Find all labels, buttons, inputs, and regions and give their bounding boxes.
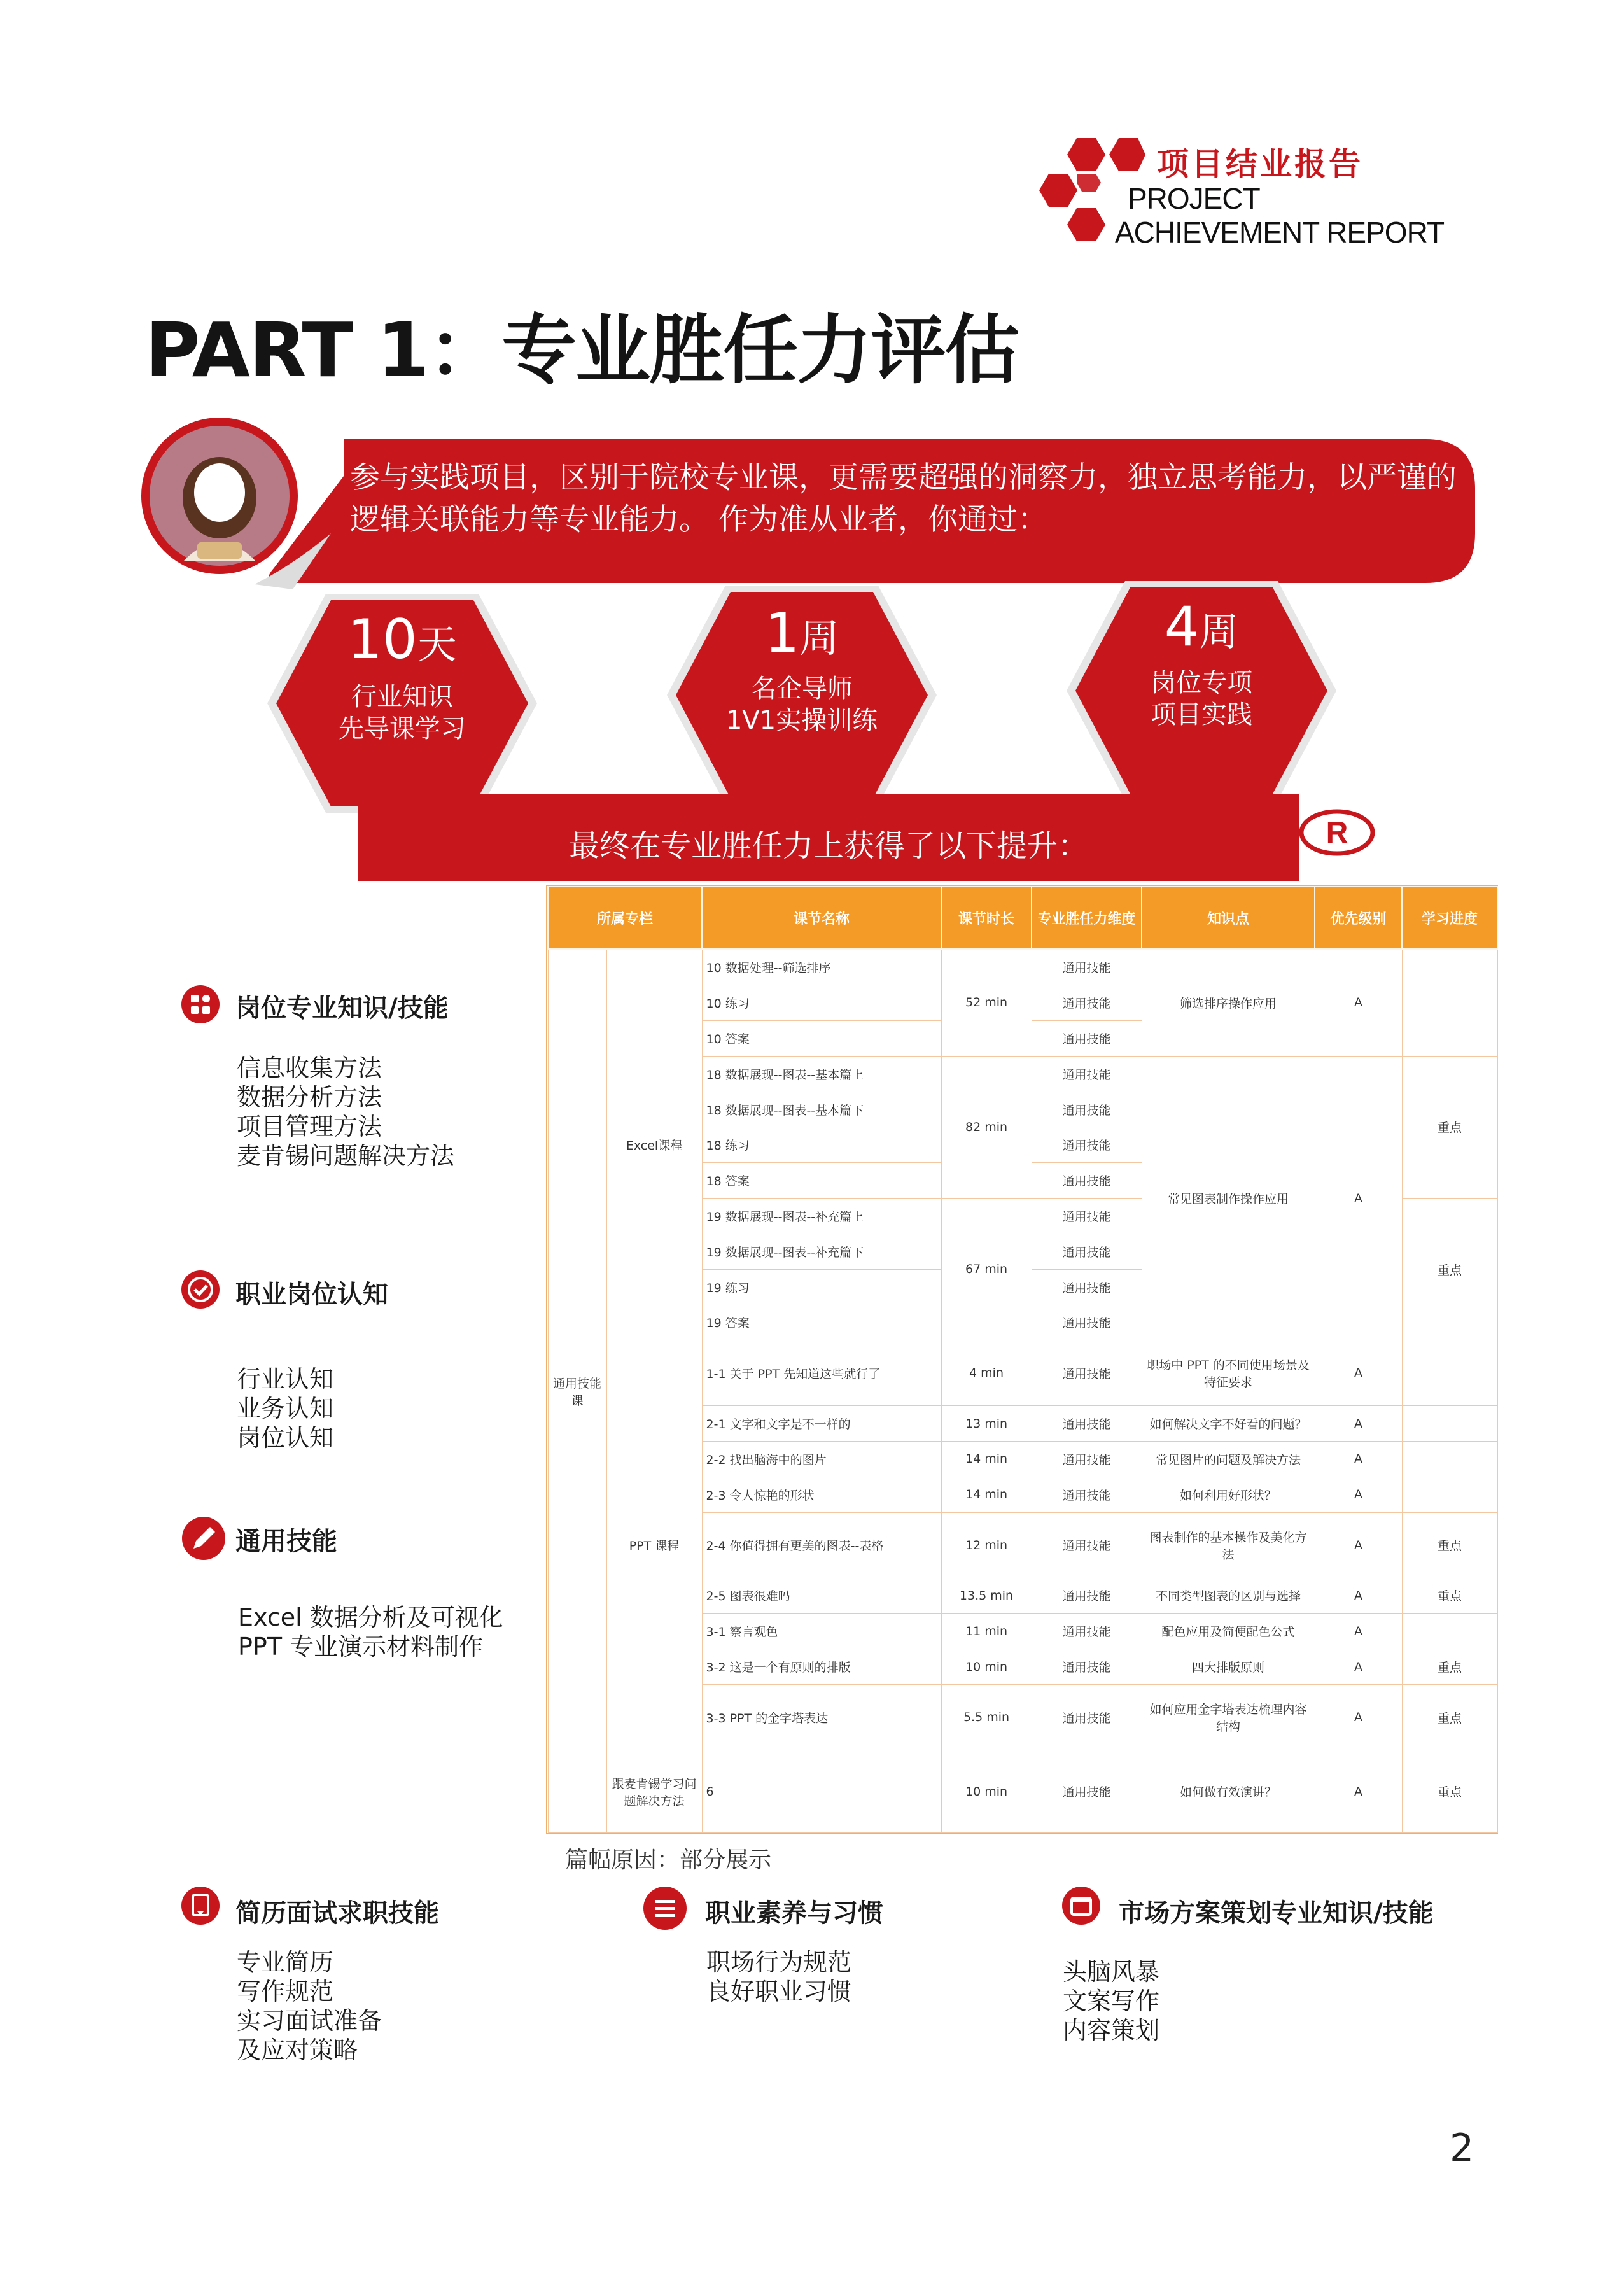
report-title-en-line2: ACHIEVEMENT REPORT (1115, 216, 1445, 249)
knowledge-point: 常见图表制作操作应用 (1142, 1056, 1315, 1340)
list-item: PPT 专业演示材料制作 (238, 1633, 484, 1661)
knowledge-point: 常见图片的问题及解决方法 (1142, 1442, 1315, 1477)
gear-blocks-icon (181, 985, 220, 1024)
list-item: 信息收集方法 (237, 1054, 382, 1082)
lesson-name: 2-2 找出脑海中的图片 (702, 1442, 941, 1477)
table-note: 篇幅原因：部分展示 (565, 1847, 772, 1873)
knowledge-point: 职场中 PPT 的不同使用场景及特征要求 (1142, 1340, 1315, 1406)
lesson-name: 1-1 关于 PPT 先知道这些就行了 (702, 1340, 941, 1406)
resume-icon (181, 1886, 220, 1925)
hex-2-number: 1周 (764, 601, 839, 665)
progress: 重点 (1402, 1199, 1497, 1340)
col-header: 优先级别 (1315, 887, 1402, 949)
list-item: 内容策划 (1063, 2016, 1160, 2044)
duration: 67 min (941, 1199, 1032, 1340)
col-header: 学习进度 (1402, 887, 1497, 949)
check-circle-icon (181, 1270, 220, 1309)
course-cell: 跟麦肯锡学习问题解决方法 (606, 1750, 702, 1833)
progress (1402, 949, 1497, 1056)
progress (1402, 1340, 1497, 1406)
duration: 82 min (941, 1056, 1032, 1198)
table-row (548, 1340, 1497, 1406)
skill: 通用技能 (1032, 1234, 1142, 1269)
lesson-name: 2-1 文字和文字是不一样的 (702, 1406, 941, 1442)
knowledge-point: 不同类型图表的区别与选择 (1142, 1578, 1315, 1614)
table-row (548, 949, 1497, 985)
priority: A (1315, 1512, 1402, 1578)
skill: 通用技能 (1032, 1092, 1142, 1127)
col-header: 所属专栏 (548, 887, 702, 949)
knowledge-point: 如何应用金字塔表达梳理内容结构 (1142, 1685, 1315, 1750)
list-item: 文案写作 (1063, 1987, 1160, 2015)
lesson-name: 6 (702, 1750, 941, 1833)
section-list-professionalism (706, 1948, 851, 2006)
lesson-name: 2-5 图表很难吗 (702, 1578, 941, 1614)
progress: 重点 (1402, 1649, 1497, 1685)
section-title-marketing: 市场方案策划专业知识/技能 (1119, 1899, 1434, 1928)
knowledge-point: 如何做有效演讲？ (1142, 1750, 1315, 1833)
progress: 重点 (1402, 1578, 1497, 1614)
intro-text: 参与实践项目，区别于院校专业课，更需要超强的洞察力，独立思考能力，以严谨的逻辑关联能力等专业能力。 作为准从业者，你通过： (350, 460, 1457, 537)
skill: 通用技能 (1032, 1477, 1142, 1512)
progress: 重点 (1402, 1056, 1497, 1198)
svg-text:R: R (1326, 816, 1348, 850)
duration: 4 min (941, 1340, 1032, 1406)
hex-3-number: 4周 (1164, 595, 1239, 659)
lesson-name: 10 数据处理--筛选排序 (702, 949, 941, 985)
skill: 通用技能 (1032, 1512, 1142, 1578)
hex-1-number: 10天 (347, 608, 457, 671)
lesson-name: 18 数据展现--图表--基本篇下 (702, 1092, 941, 1127)
priority: A (1315, 1685, 1402, 1750)
group-cell: 通用技能课 (548, 949, 606, 1833)
student-avatar-icon (139, 415, 301, 577)
section-title-general-skills: 通用技能 (235, 1527, 337, 1556)
lesson-name: 2-4 你值得拥有更美的图表--表格 (702, 1512, 941, 1578)
list-item: 岗位认知 (237, 1424, 334, 1452)
col-header: 知识点 (1142, 887, 1315, 949)
progress (1402, 1442, 1497, 1477)
progress: 重点 (1402, 1685, 1497, 1750)
list-item: 职场行为规范 (706, 1948, 852, 1976)
course-cell: Excel课程 (606, 949, 702, 1340)
section-title-resume-interview: 简历面试求职技能 (235, 1899, 439, 1928)
duration: 14 min (941, 1477, 1032, 1512)
skill: 通用技能 (1032, 1021, 1142, 1057)
priority: A (1315, 1406, 1402, 1442)
duration: 14 min (941, 1442, 1032, 1477)
skill: 通用技能 (1032, 1127, 1142, 1163)
lesson-name: 10 答案 (702, 1021, 941, 1057)
improvement-text: 最终在专业胜任力上获得了以下提升： (568, 828, 1088, 864)
section-list-general-skills (238, 1603, 503, 1661)
skill: 通用技能 (1032, 1649, 1142, 1685)
knowledge-point: 配色应用及简便配色公式 (1142, 1614, 1315, 1649)
section-title-career-awareness: 职业岗位认知 (235, 1280, 388, 1309)
list-item: 及应对策略 (237, 2036, 358, 2064)
lesson-name: 19 练习 (702, 1269, 941, 1305)
col-header: 专业胜任力维度 (1032, 887, 1142, 949)
col-header: 课节时长 (941, 887, 1032, 949)
duration: 13 min (941, 1406, 1032, 1442)
report-title-en-line1: PROJECT (1128, 182, 1260, 215)
lesson-name: 3-3 PPT 的金字塔表达 (702, 1685, 941, 1750)
list-icon (643, 1886, 687, 1930)
table-header-row (548, 887, 1497, 949)
priority: A (1315, 1477, 1402, 1512)
duration: 12 min (941, 1512, 1032, 1578)
hex-1-label: 行业知识 先导课学习 (339, 682, 466, 743)
lesson-name: 18 数据展现--图表--基本篇上 (702, 1056, 941, 1092)
knowledge-point: 如何解决文字不好看的问题？ (1142, 1406, 1315, 1442)
list-item: 写作规范 (237, 1978, 334, 2006)
course-cell: PPT 课程 (606, 1340, 702, 1750)
list-item: 数据分析方法 (237, 1083, 382, 1111)
report-title-cn: 项目结业报告 (1157, 146, 1363, 183)
priority: A (1315, 1578, 1402, 1614)
priority: A (1315, 949, 1402, 1056)
priority: A (1315, 1614, 1402, 1649)
skill: 通用技能 (1032, 1305, 1142, 1340)
list-item: 业务认知 (237, 1395, 334, 1423)
knowledge-point: 图表制作的基本操作及美化方法 (1142, 1512, 1315, 1578)
skill: 通用技能 (1032, 1750, 1142, 1833)
calendar-icon (1061, 1886, 1101, 1925)
skill: 通用技能 (1032, 985, 1142, 1021)
knowledge-point: 筛选排序操作应用 (1142, 949, 1315, 1056)
list-item: 良好职业习惯 (706, 1978, 852, 2006)
priority: A (1315, 1750, 1402, 1833)
skill: 通用技能 (1032, 1406, 1142, 1442)
section-list-career-awareness (237, 1365, 333, 1452)
list-item: 麦肯锡问题解决方法 (237, 1142, 455, 1170)
page-title: PART 1：专业胜任力评估 (145, 306, 1019, 394)
list-item: 头脑风暴 (1063, 1958, 1160, 1986)
lesson-name: 18 练习 (702, 1127, 941, 1163)
skill: 通用技能 (1032, 1578, 1142, 1614)
registered-mark-icon (1298, 808, 1376, 857)
duration: 10 min (941, 1649, 1032, 1685)
lesson-name: 19 数据展现--图表--补充篇上 (702, 1199, 941, 1234)
list-item: Excel 数据分析及可视化 (238, 1603, 503, 1631)
hex-2-label: 名企导师 1V1实操训练 (725, 674, 878, 735)
skill: 通用技能 (1032, 949, 1142, 985)
progress: 重点 (1402, 1512, 1497, 1578)
course-table (546, 885, 1498, 1834)
page-number: 2 (1450, 2126, 1474, 2170)
duration: 10 min (941, 1750, 1032, 1833)
section-title-job-skills: 岗位专业知识/技能 (235, 994, 449, 1023)
lesson-name: 19 数据展现--图表--补充篇下 (702, 1234, 941, 1269)
table-row (548, 1750, 1497, 1833)
lesson-name: 3-2 这是一个有原则的排版 (702, 1649, 941, 1685)
lesson-name: 19 答案 (702, 1305, 941, 1340)
skill: 通用技能 (1032, 1340, 1142, 1406)
section-list-resume-interview (237, 1948, 382, 2065)
hex-3-label: 岗位专项 项目实践 (1151, 668, 1252, 729)
priority: A (1315, 1649, 1402, 1685)
list-item: 实习面试准备 (237, 2007, 382, 2035)
progress (1402, 1406, 1497, 1442)
skill: 通用技能 (1032, 1442, 1142, 1477)
skill: 通用技能 (1032, 1685, 1142, 1750)
duration: 13.5 min (941, 1578, 1032, 1614)
skill: 通用技能 (1032, 1614, 1142, 1649)
priority: A (1315, 1056, 1402, 1340)
skill: 通用技能 (1032, 1199, 1142, 1234)
lesson-name: 3-1 察言观色 (702, 1614, 941, 1649)
list-item: 行业认知 (237, 1365, 334, 1393)
section-list-job-skills (237, 1053, 454, 1171)
section-title-professionalism: 职业素养与习惯 (705, 1899, 883, 1928)
section-list-marketing (1063, 1957, 1159, 2045)
pencil-icon (181, 1515, 227, 1561)
lesson-name: 18 答案 (702, 1163, 941, 1199)
skill: 通用技能 (1032, 1269, 1142, 1305)
progress (1402, 1477, 1497, 1512)
priority: A (1315, 1340, 1402, 1406)
skill: 通用技能 (1032, 1163, 1142, 1199)
priority: A (1315, 1442, 1402, 1477)
skill: 通用技能 (1032, 1056, 1142, 1092)
knowledge-point: 如何利用好形状？ (1142, 1477, 1315, 1512)
knowledge-point: 四大排版原则 (1142, 1649, 1315, 1685)
list-item: 项目管理方法 (237, 1113, 382, 1141)
lesson-name: 10 练习 (702, 985, 941, 1021)
col-header: 课节名称 (702, 887, 941, 949)
progress: 重点 (1402, 1750, 1497, 1833)
duration: 5.5 min (941, 1685, 1032, 1750)
list-item: 专业简历 (237, 1948, 334, 1976)
duration: 11 min (941, 1614, 1032, 1649)
lesson-name: 2-3 令人惊艳的形状 (702, 1477, 941, 1512)
duration: 52 min (941, 949, 1032, 1056)
progress (1402, 1614, 1497, 1649)
